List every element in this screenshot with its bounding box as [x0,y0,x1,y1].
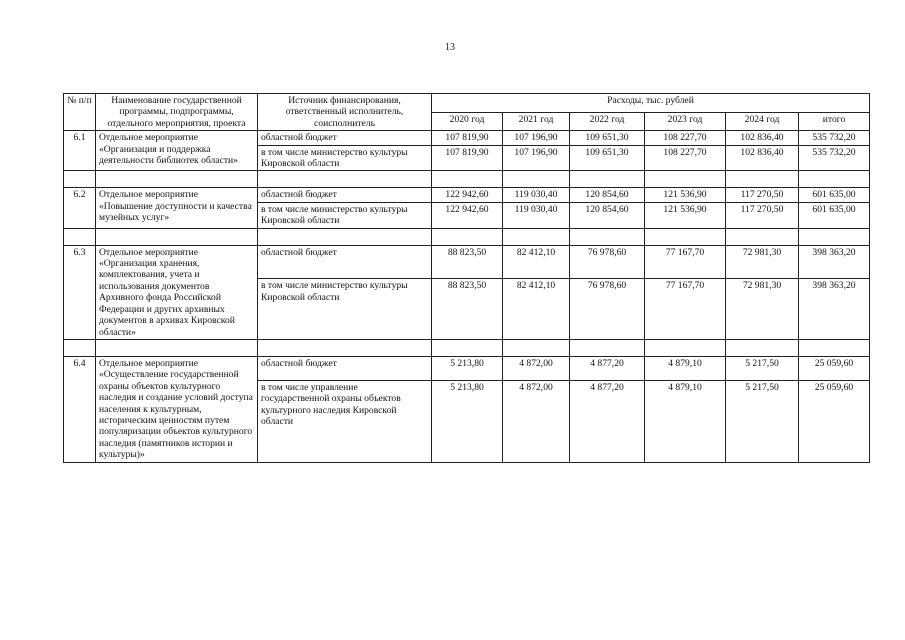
amount-cell: 117 270,50 [726,202,799,228]
amount-cell: 88 823,50 [432,245,503,279]
amount-cell: 25 059,60 [799,356,870,380]
row-source: в том числе управление государственной охраны объектов культурного наследия Кировской области [258,381,432,463]
row-source: в том числе министерство культуры Кировской области [258,279,432,340]
header-expenses: Расходы, тыс. рублей [432,94,870,113]
amount-cell: 117 270,50 [726,188,799,202]
amount-cell: 76 978,60 [570,279,645,340]
row-spacer [64,339,870,356]
row-source: в том числе министерство культуры Кировской области [258,202,432,228]
row-spacer [64,228,870,245]
amount-cell: 107 819,90 [432,131,503,145]
amount-cell: 119 030,40 [503,188,570,202]
header-name: Наименование государственной программы, подпрограммы, отдельного мероприятия, проекта [96,94,258,131]
amount-cell: 4 872,00 [503,356,570,380]
row-spacer [64,171,870,188]
amount-cell: 76 978,60 [570,245,645,279]
amount-cell: 102 836,40 [726,131,799,145]
amount-cell: 120 854,60 [570,188,645,202]
amount-cell: 535 732,20 [799,145,870,171]
amount-cell: 4 877,20 [570,381,645,463]
row-number: 6.1 [64,131,96,171]
row-number: 6.2 [64,188,96,228]
header-year: 2022 год [570,112,645,131]
amount-cell: 4 879,10 [645,356,726,380]
amount-cell: 107 819,90 [432,145,503,171]
amount-cell: 108 227,70 [645,145,726,171]
amount-cell: 77 167,70 [645,245,726,279]
amount-cell: 121 536,90 [645,202,726,228]
row-source: областной бюджет [258,245,432,279]
amount-cell: 4 877,20 [570,356,645,380]
amount-cell: 4 879,10 [645,381,726,463]
row-name: Отдельное мероприятие «Повышение доступности и качества музейных услуг» [96,188,258,228]
table-row [64,245,870,279]
amount-cell: 88 823,50 [432,279,503,340]
header-year: 2024 год [726,112,799,131]
table-row [64,131,870,145]
amount-cell: 107 196,90 [503,131,570,145]
amount-cell: 601 635,00 [799,188,870,202]
header-num: № п/п [64,94,96,131]
amount-cell: 121 536,90 [645,188,726,202]
amount-cell: 25 059,60 [799,381,870,463]
header-year: 2021 год [503,112,570,131]
row-number: 6.3 [64,245,96,339]
budget-table [63,93,870,463]
amount-cell: 5 217,50 [726,381,799,463]
table-row [64,188,870,202]
amount-cell: 119 030,40 [503,202,570,228]
row-source: в том числе министерство культуры Кировской области [258,145,432,171]
amount-cell: 102 836,40 [726,145,799,171]
amount-cell: 82 412,10 [503,245,570,279]
table-row [64,356,870,380]
amount-cell: 120 854,60 [570,202,645,228]
amount-cell: 107 196,90 [503,145,570,171]
header-source: Источник финансирования, ответственный исполнитель, соисполнитель [258,94,432,131]
amount-cell: 5 213,80 [432,381,503,463]
amount-cell: 122 942,60 [432,188,503,202]
amount-cell: 5 213,80 [432,356,503,380]
amount-cell: 72 981,30 [726,245,799,279]
amount-cell: 82 412,10 [503,279,570,340]
header-total: итого [799,112,870,131]
row-source: областной бюджет [258,356,432,380]
amount-cell: 109 651,30 [570,145,645,171]
amount-cell: 77 167,70 [645,279,726,340]
page-number: 13 [445,42,455,53]
amount-cell: 398 363,20 [799,279,870,340]
amount-cell: 398 363,20 [799,245,870,279]
row-name: Отдельное мероприятие «Осуществление государственной охраны объектов культурного наследия и создание условий доступа населения к культурным, историческим ценностям путем популяризации объектов культурного наследия (памятников истории и культуры)» [96,356,258,462]
amount-cell: 109 651,30 [570,131,645,145]
row-source: областной бюджет [258,188,432,202]
header-year: 2023 год [645,112,726,131]
row-name: Отдельное мероприятие «Организация хранения, комплектования, учета и использования документов Архивного фонда Российской Федерации и других архивных документов в архивах Кировской области» [96,245,258,339]
amount-cell: 122 942,60 [432,202,503,228]
amount-cell: 5 217,50 [726,356,799,380]
amount-cell: 535 732,20 [799,131,870,145]
row-number: 6.4 [64,356,96,462]
amount-cell: 72 981,30 [726,279,799,340]
amount-cell: 4 872,00 [503,381,570,463]
amount-cell: 601 635,00 [799,202,870,228]
header-year: 2020 год [432,112,503,131]
amount-cell: 108 227,70 [645,131,726,145]
row-source: областной бюджет [258,131,432,145]
row-name: Отдельное мероприятие «Организация и поддержка деятельности библиотек области» [96,131,258,171]
